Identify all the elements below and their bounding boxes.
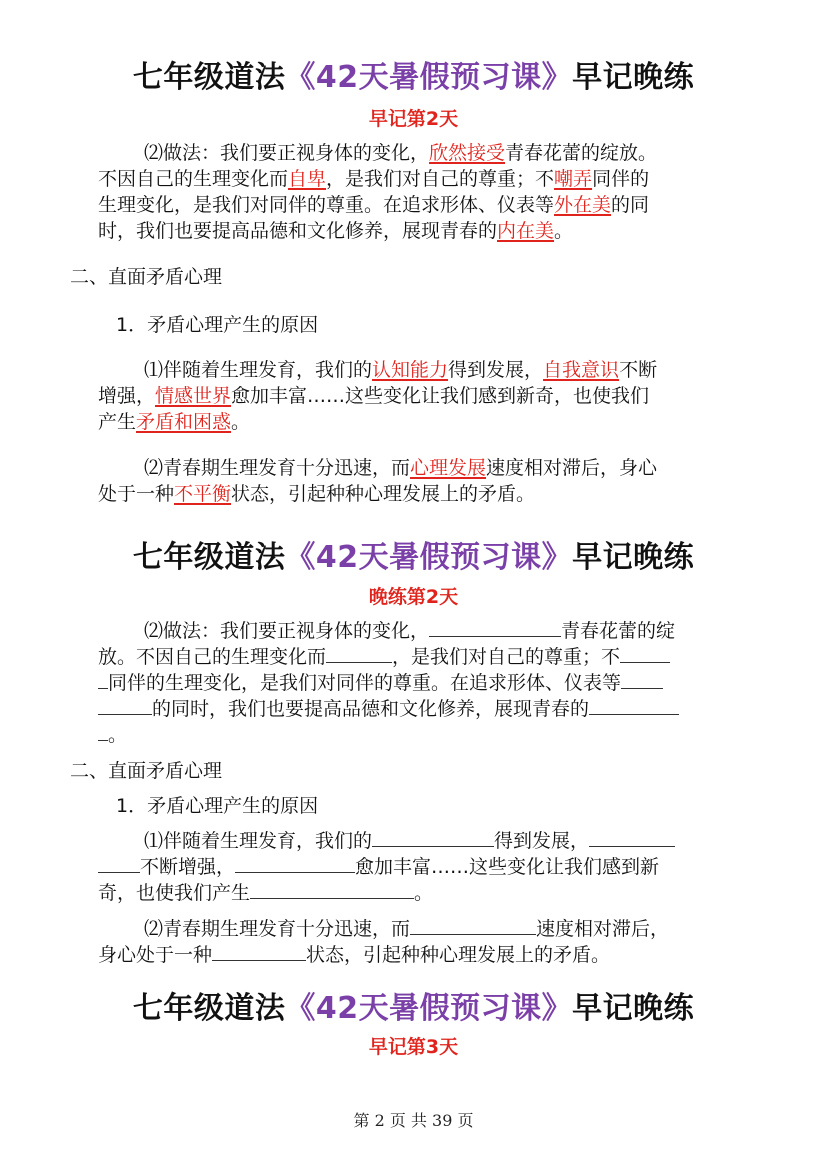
fill-blank[interactable] <box>212 942 306 961</box>
paragraph-line: ⑵青春期生理发育十分迅速，而 速度相对滞后， <box>144 918 670 940</box>
page-title: 七年级道法《42天暑假预习课》早记晚练 <box>132 60 695 95</box>
paragraph-line: ⑵做法：我们要正视身体的变化， 青春花蕾的绽 <box>144 620 676 642</box>
paragraph-line: ⑴伴随着生理发育，我们的 得到发展， <box>144 828 675 854</box>
fill-blank[interactable] <box>250 880 414 899</box>
fill-blank[interactable] <box>235 854 355 873</box>
fill-blank[interactable] <box>98 670 108 689</box>
paragraph-line: 的同时，我们也要提高品德和文化修养，展现青春的 <box>98 696 679 722</box>
paragraph-line: ⑵做法：我们要正视身体的变化，欣然接受青春花蕾的绽放。 <box>144 142 658 164</box>
page-title: 七年级道法《42天暑假预习课》早记晚练 <box>132 540 695 575</box>
paragraph-line: 不因自己的生理变化而自卑，是我们对自己的尊重；不嘲弄同伴的 <box>98 168 650 190</box>
paragraph-line: 奇，也使我们产生 。 <box>98 882 434 904</box>
page-footer: 第 2 页 共 39 页 <box>353 1111 474 1130</box>
paragraph-line: 身心处于一种 状态，引起种种心理发展上的矛盾。 <box>98 944 611 966</box>
fill-blank[interactable] <box>589 828 675 847</box>
section-subtitle: 早记第2天 <box>368 108 459 130</box>
sub-heading: 1．矛盾心理产生的原因 <box>116 795 319 817</box>
paragraph-line: 同伴的生理变化，是我们对同伴的尊重。在追求形体、仪表等 <box>98 670 663 696</box>
paragraph-line: ⑴伴随着生理发育，我们的认知能力得到发展，自我意识不断 <box>144 359 658 381</box>
fill-blank[interactable] <box>98 696 152 715</box>
fill-blank[interactable] <box>410 916 536 935</box>
paragraph-line: 生理变化，是我们对同伴的尊重。在追求形体、仪表等外在美的同 <box>98 194 650 216</box>
paragraph-line: 不断增强， 愈加丰富……这些变化让我们感到新 <box>98 854 659 880</box>
fill-blank[interactable] <box>621 670 663 689</box>
paragraph-line: 放。不因自己的生理变化而 ，是我们对自己的尊重；不 <box>98 644 670 670</box>
section-heading: 二、直面矛盾心理 <box>70 266 223 288</box>
section-heading: 二、直面矛盾心理 <box>70 760 223 782</box>
section-subtitle: 早记第3天 <box>368 1036 459 1058</box>
fill-blank[interactable] <box>326 644 392 663</box>
fill-blank[interactable] <box>372 828 494 847</box>
page-title: 七年级道法《42天暑假预习课》早记晚练 <box>132 991 695 1026</box>
section-subtitle: 晚练第2天 <box>368 586 459 608</box>
paragraph-line: 处于一种不平衡状态，引起种种心理发展上的矛盾。 <box>98 483 536 505</box>
paragraph-line: ⑵青春期生理发育十分迅速，而心理发展速度相对滞后，身心 <box>144 457 658 479</box>
paragraph-line: 产生矛盾和困惑。 <box>98 411 251 433</box>
fill-blank[interactable] <box>98 722 108 741</box>
paragraph-line: 。 <box>98 722 127 748</box>
fill-blank[interactable] <box>589 696 679 715</box>
paragraph-line: 时，我们也要提高品德和文化修养，展现青春的内在美。 <box>98 220 574 242</box>
paragraph-line: 增强，情感世界愈加丰富……这些变化让我们感到新奇，也使我们 <box>98 385 650 407</box>
sub-heading: 1．矛盾心理产生的原因 <box>116 314 319 336</box>
fill-blank[interactable] <box>620 644 670 663</box>
fill-blank[interactable] <box>429 618 561 637</box>
fill-blank[interactable] <box>98 854 140 873</box>
